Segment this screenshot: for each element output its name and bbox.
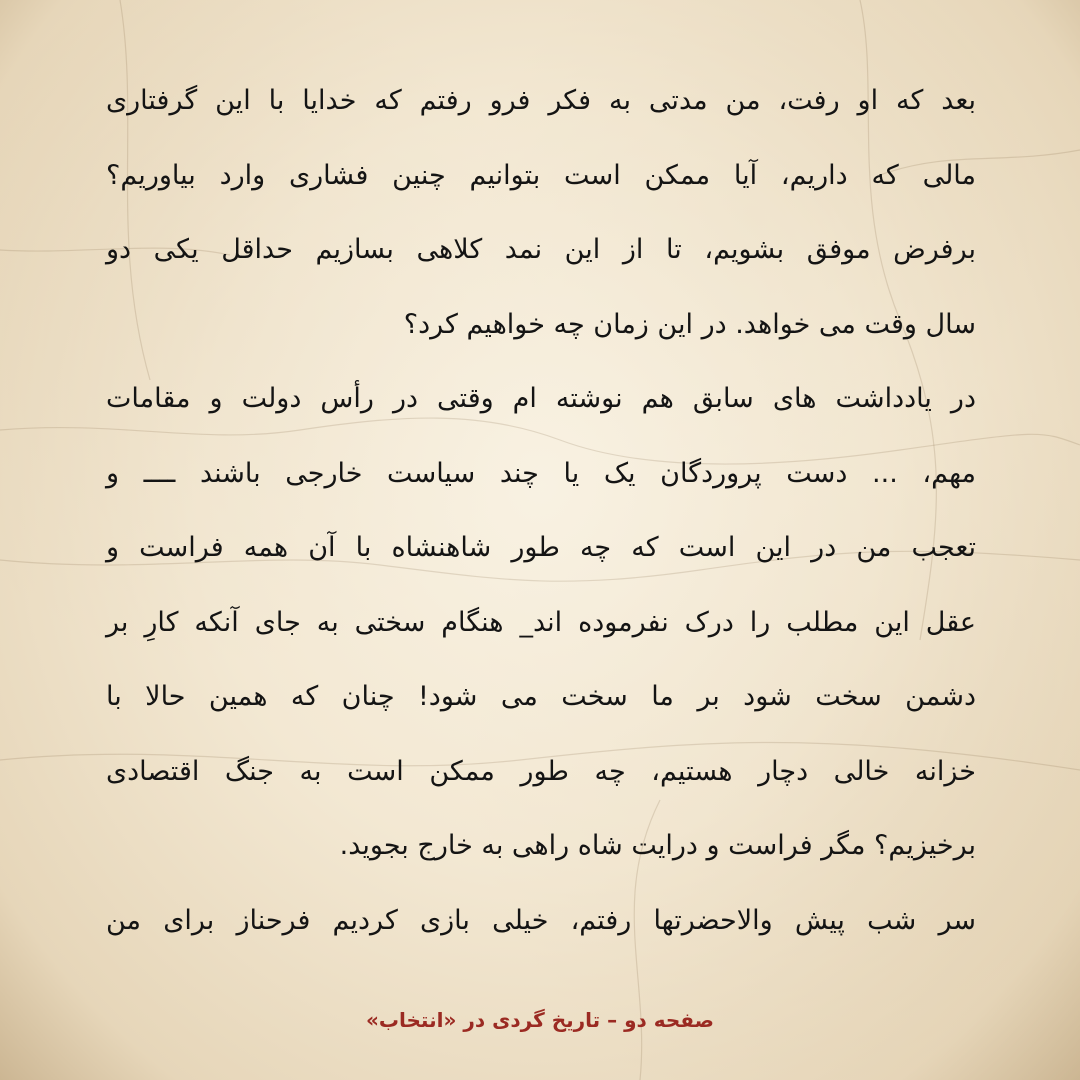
text-line: بعد که او رفت، من مدتی به فکر فرو رفتم که خدایا با این گرفتاری bbox=[106, 85, 976, 116]
text-line: مهم، ... دست پروردگان یک یا چند سیاست خارجی باشند ــــ و bbox=[106, 457, 976, 489]
text-line: در یادداشت های سابق هم نوشته ام وقتی در رأس دولت و مقامات bbox=[106, 383, 976, 414]
text-line: سال وقت می خواهد. در این زمان چه خواهیم کرد؟ bbox=[403, 308, 976, 340]
text-line: عقل این مطلب را درک نفرموده اند_ هنگام سختی به جای آنکه کارِ بر bbox=[106, 606, 976, 638]
text-line: سر شب پیش والاحضرتها رفتم، خیلی بازی کردیم فرحناز برای من bbox=[106, 904, 976, 936]
body-text bbox=[106, 64, 976, 958]
text-line: تعجب من در این است که چه طور شاهنشاه با آن همه فراست و bbox=[106, 532, 976, 563]
text-line: برفرض موفق بشویم، تا از این نمد کلاهی بسازیم حداقل یکی دو bbox=[106, 234, 976, 265]
text-line: برخیزیم؟ مگر فراست و درایت شاه راهی به خارج بجوید. bbox=[339, 830, 976, 861]
text-line: دشمن سخت شود بر ما سخت می شود! چنان که همین حالا با bbox=[106, 681, 976, 712]
text-line: خزانه خالی دچار هستیم، چه طور ممکن است به جنگ اقتصادی bbox=[106, 755, 976, 787]
page-footer: صفحه دو – تاریخ گردی در «انتخاب» bbox=[365, 1008, 715, 1032]
text-line: مالی که داریم، آیا ممکن است بتوانیم چنین فشاری وارد بیاوریم؟ bbox=[106, 159, 976, 191]
